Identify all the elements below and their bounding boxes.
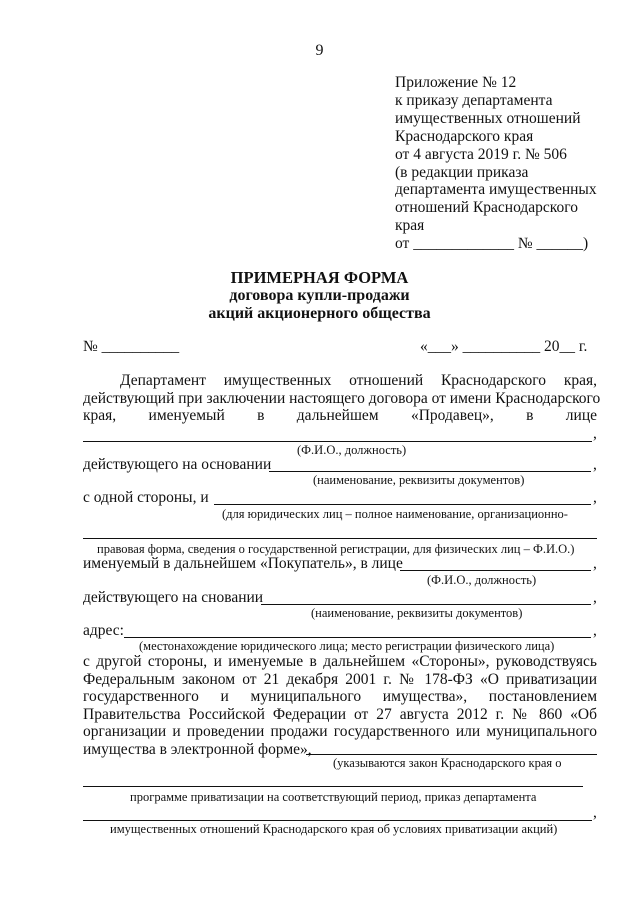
one-side-label: с одной стороны, и	[83, 489, 209, 506]
document-subtitle-2: акций акционерного общества	[208, 305, 431, 322]
appendix-line: к приказу департамента	[395, 91, 553, 109]
paragraph-seller	[83, 372, 601, 425]
document-subtitle: договора купли-продажи	[229, 287, 410, 304]
caption-address: (местонахождение юридического лица; место регистрации физического лица)	[139, 639, 555, 653]
fill-line	[83, 538, 597, 539]
comma: ,	[593, 489, 597, 506]
fill-line	[261, 604, 591, 605]
acting-basis-label: действующего на сновании	[83, 589, 264, 606]
paragraph-line: Департамент имущественных отношений Краснодарского края,	[120, 372, 597, 389]
acting-basis-label: действующего на основании	[83, 456, 272, 473]
caption-fio: (Ф.И.О., должность)	[297, 443, 407, 457]
appendix-line: Краснодарского края	[395, 127, 534, 145]
fill-line	[269, 471, 591, 472]
appendix-line: края	[395, 217, 425, 235]
comma: ,	[593, 456, 597, 473]
contract-number: № __________	[83, 338, 180, 355]
fill-line	[400, 570, 591, 571]
fill-line	[124, 637, 591, 638]
caption-order: имущественных отношений Краснодарского края об условиях приватизации акций)	[110, 822, 558, 836]
paragraph-line: Правительства Российской Федерации от 27 августа 2012 г. № 860 «Об	[83, 705, 597, 723]
fill-line	[83, 820, 592, 821]
address-label: адрес:	[83, 622, 124, 639]
contract-date: «___» __________ 20__ г.	[420, 338, 588, 355]
fill-line	[83, 441, 592, 442]
caption-program: программе приватизации на соответствующий период, приказ департамента	[130, 790, 537, 804]
comma: ,	[593, 425, 597, 442]
comma: ,	[593, 555, 597, 572]
paragraph-line: государственного и муниципального имущества», постановлением	[83, 688, 597, 706]
paragraph-line: организации и проведении продажи государственного или муниципального	[83, 723, 597, 741]
appendix-line: отношений Краснодарского	[395, 199, 578, 217]
caption-legal-2: правовая форма, сведения о государственной регистрации, для физических лиц – Ф.И.О.)	[97, 542, 575, 556]
paragraph-line: действующий при заключении настоящего договора от имени Краснодарского	[83, 389, 601, 407]
fill-line	[83, 786, 583, 787]
appendix-block	[395, 74, 597, 253]
paragraph-line: края, именуемый в дальнейшем «Продавец», в лице	[83, 407, 597, 425]
appendix-line: (в редакции приказа	[395, 163, 529, 181]
caption-legal: (для юридических лиц – полное наименование, организационно-	[222, 507, 568, 521]
caption-docs: (наименование, реквизиты документов)	[313, 473, 525, 487]
caption-fio: (Ф.И.О., должность)	[427, 573, 537, 587]
appendix-line: от 4 августа 2019 г. № 506	[395, 145, 567, 163]
paragraph-parties	[83, 653, 597, 759]
appendix-line: департамента имущественных	[395, 181, 597, 199]
appendix-line: от _____________ № ______)	[395, 235, 589, 253]
fill-line	[306, 754, 597, 755]
caption-law: (указываются закон Краснодарского края о	[333, 756, 562, 770]
appendix-line: Приложение № 12	[395, 74, 517, 91]
paragraph-line: имущества в электронной форме»,	[83, 740, 312, 758]
caption-docs: (наименование, реквизиты документов)	[311, 606, 523, 620]
page-number: 9	[315, 42, 324, 59]
document-title: ПРИМЕРНАЯ ФОРМА	[230, 268, 409, 287]
fill-line	[214, 504, 591, 505]
paragraph-line: Федеральным законом от 21 декабря 2001 г. № 178-ФЗ «О приватизации	[83, 670, 597, 688]
paragraph-line: с другой стороны, и именуемые в дальнейшем «Стороны», руководствуясь	[83, 653, 597, 670]
comma: ,	[593, 589, 597, 606]
appendix-line: имущественных отношений	[395, 109, 581, 127]
comma: ,	[593, 622, 597, 639]
buyer-label: именуемый в дальнейшем «Покупатель», в лице	[83, 555, 403, 572]
comma: ,	[593, 804, 597, 821]
